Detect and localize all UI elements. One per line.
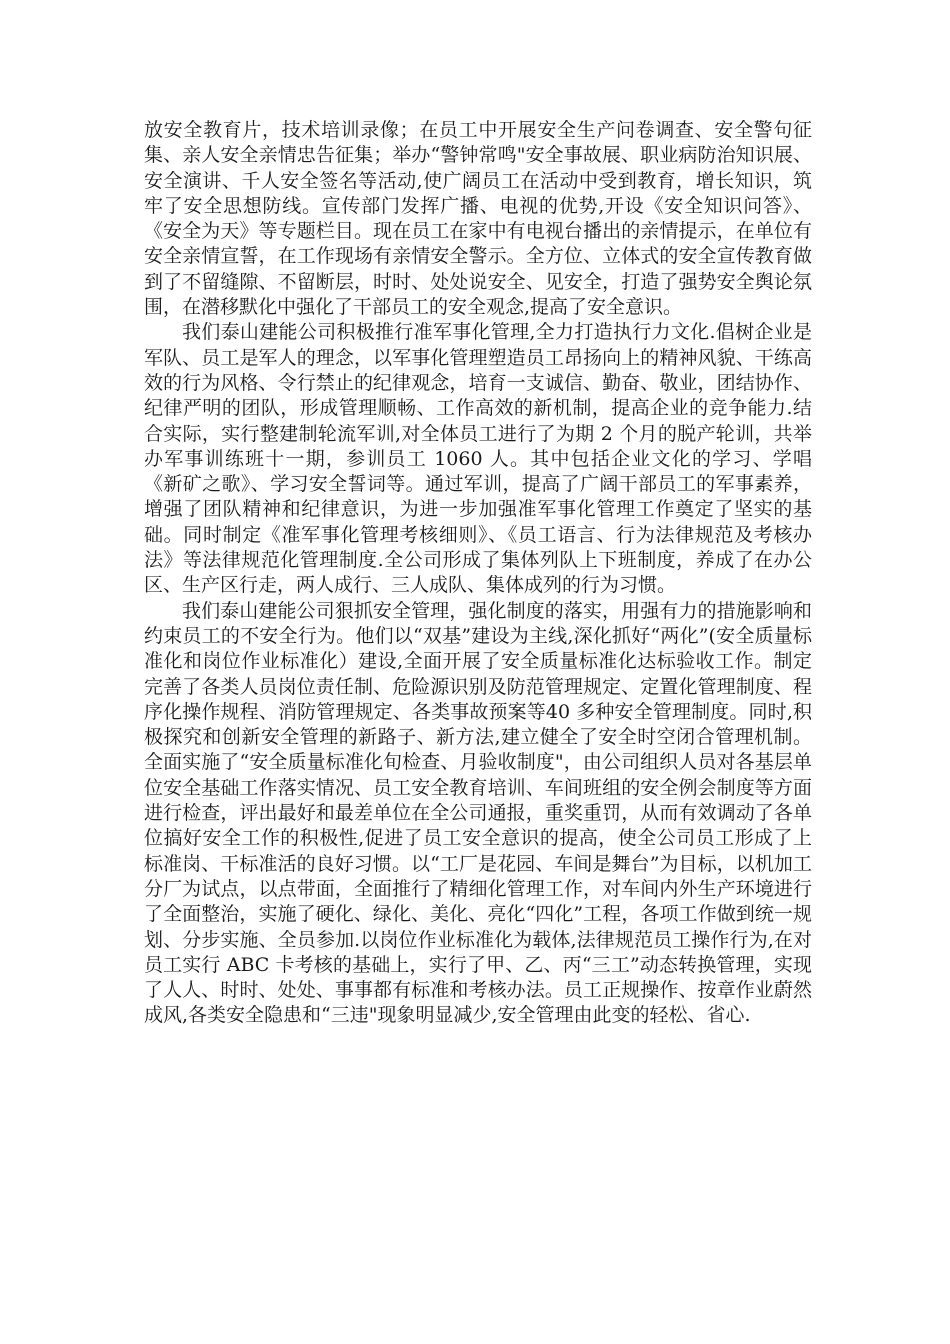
paragraph-military-management: 我们泰山建能公司积极推行准军事化管理,全力打造执行力文化.倡树企业是军队、员工是军人的理念，以军事化管理塑造员工昂扬向上的精神风貌、干练高效的行为风格、令行禁止的纪律观念，培育一支诚信、勤奋、敬业，团结协作、纪律严明的团队，形成管理顺畅、工作高效的新机制，提高企业的竞争能力.结合实际，实行整建制轮流军训,对全体员工进行了为期 2 个月的脱产轮训，共举办军事训练班十一期，参训员工 1060 人。其中包括企业文化的学习、学唱《新矿之歌》、学习安全誓词等。通过军训，提高了广阔干部员工的军事素养，增强了团队精神和纪律意识，为进一步加强准军事化管理工作奠定了坚实的基础。同时制定《准军事化管理考核细则》、《员工语言、行为法律规范及考核办法》等法律规范化管理制度.全公司形成了集体列队上下班制度，养成了在办公区、生产区行走，两人成行、三人成队、集体成列的行为习惯。 — [144, 321, 812, 597]
paragraph-safety-education: 放安全教育片，技术培训录像；在员工中开展安全生产问卷调查、安全警句征集、亲人安全亲情忠告征集；举办“警钟常鸣"安全事故展、职业病防治知识展、安全演讲、千人安全签名等活动,使广阔员工在活动中受到教育，增长知识，筑牢了安全思想防线。宣传部门发挥广播、电视的优势,开设《安全知识问答》、《安全为天》等专题栏目。现在员工在家中有电视台播出的亲情提示，在单位有安全亲情宣誓，在工作现场有亲情安全警示。全方位、立体式的安全宣传教育做到了不留缝隙、不留断层，时时、处处说安全、见安全，打造了强势安全舆论氛围，在潜移默化中强化了干部员工的安全观念,提高了安全意识。 — [144, 119, 812, 319]
paragraph-safety-management: 我们泰山建能公司狠抓安全管理，强化制度的落实，用强有力的措施影响和约束员工的不安全行为。他们以“双基”建设为主线,深化抓好“两化”(安全质量标准化和岗位作业标准化）建设,全面开展了安全质量标准化达标验收工作。制定完善了各类人员岗位责任制、危险源识别及防范管理规定、定置化管理制度、程序化操作规程、消防管理规定、各类事故预案等40 多种安全管理制度。同时,积极探究和创新安全管理的新路子、新方法,建立健全了安全时空闭合管理机制。全面实施了“安全质量标准化旬检查、月验收制度"，由公司组织人员对各基层单位安全基础工作落实情况、员工安全教育培训、车间班组的安全例会制度等方面进行检查，评出最好和最差单位在全公司通报，重奖重罚，从而有效调动了各单位搞好安全工作的积极性,促进了员工安全意识的提高，使全公司员工形成了上标准岗、干标准活的良好习惯。以“工厂是花园、车间是舞台”为目标，以机加工分厂为试点，以点带面，全面推行了精细化管理工作，对车间内外生产环境进行了全面整治，实施了硬化、绿化、美化、亮化“四化”工程，各项工作做到统一规划、分步实施、全员参加.以岗位作业标准化为载体,法律规范员工操作行为,在对员工实行 ABC 卡考核的基础上，实行了甲、乙、丙“三工”动态转换管理，实现了人人、时时、处处、事事都有标准和考核办法。员工正规操作、按章作业蔚然成风,各类安全隐患和“三违"现象明显减少,安全管理由此变的轻松、省心. — [144, 599, 812, 1027]
document-body — [144, 118, 812, 1029]
